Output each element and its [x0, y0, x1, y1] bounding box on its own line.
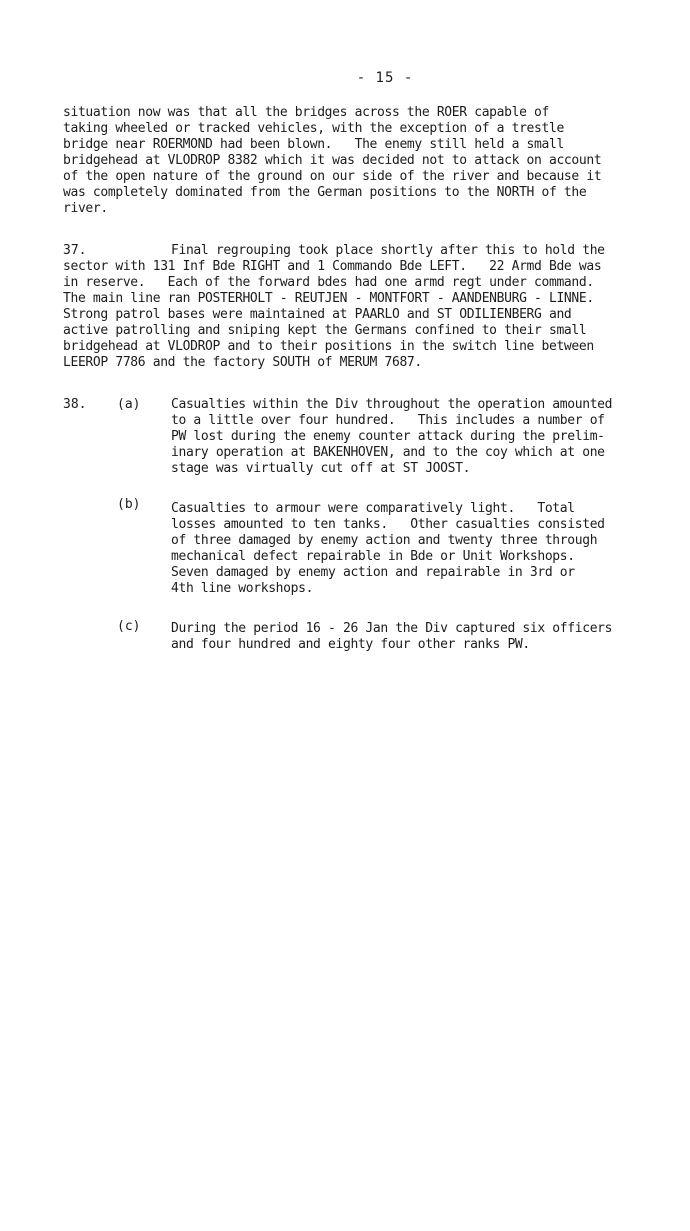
- text-line: active patrolling and sniping kept the Germans confined to their small: [63, 323, 587, 338]
- text-line: to a little over four hundred. This includes a number of: [171, 413, 605, 428]
- text-line: losses amounted to ten tanks. Other casualties consisted: [171, 517, 605, 532]
- text-line: Casualties within the Div throughout the operation amounted: [171, 397, 613, 412]
- text-line: taking wheeled or tracked vehicles, with the exception of a trestle: [63, 121, 564, 136]
- text-line: and four hundred and eighty four other ranks PW.: [171, 637, 530, 652]
- paragraph-number: 37.: [63, 243, 87, 258]
- text-line: in reserve. Each of the forward bdes had one armd regt under command.: [63, 275, 594, 290]
- text-line: Casualties to armour were comparatively light. Total: [171, 501, 575, 516]
- text-line: was completely dominated from the German positions to the NORTH of the: [63, 185, 587, 200]
- text-line: Seven damaged by enemy action and repairable in 3rd or: [171, 565, 575, 580]
- sub-item-label: (b): [117, 497, 141, 512]
- paragraph-number: 38.: [63, 397, 87, 412]
- page-number: - 15 -: [356, 70, 414, 86]
- text-line: 4th line workshops.: [171, 581, 314, 596]
- text-line: bridgehead at VLODROP 8382 which it was decided not to attack on account: [63, 153, 602, 168]
- text-line: bridge near ROERMOND had been blown. The enemy still held a small: [63, 137, 564, 152]
- text-line: situation now was that all the bridges across the ROER capable of: [63, 105, 549, 120]
- text-line: PW lost during the enemy counter attack during the prelim-: [171, 429, 605, 444]
- text-line: stage was virtually cut off at ST JOOST.: [171, 461, 471, 476]
- text-line: river.: [63, 201, 108, 216]
- text-line: LEEROP 7786 and the factory SOUTH of MERUM 7687.: [63, 355, 422, 370]
- text-line: mechanical defect repairable in Bde or Unit Workshops.: [171, 549, 575, 564]
- text-line: Final regrouping took place shortly after this to hold the: [171, 243, 605, 258]
- text-line: sector with 131 Inf Bde RIGHT and 1 Commando Bde LEFT. 22 Armd Bde was: [63, 259, 602, 274]
- text-line: During the period 16 - 26 Jan the Div captured six officers: [171, 621, 613, 636]
- text-line: inary operation at BAKENHOVEN, and to the coy which at one: [171, 445, 605, 460]
- text-line: of the open nature of the ground on our side of the river and because it: [63, 169, 602, 184]
- sub-item-label: (a): [117, 397, 141, 412]
- text-line: The main line ran POSTERHOLT - REUTJEN - MONTFORT - AANDENBURG - LINNE.: [63, 291, 594, 306]
- text-line: bridgehead at VLODROP and to their positions in the switch line between: [63, 339, 594, 354]
- sub-item-label: (c): [117, 619, 141, 634]
- text-line: Strong patrol bases were maintained at PAARLO and ST ODILIENBERG and: [63, 307, 572, 322]
- text-line: of three damaged by enemy action and twenty three through: [171, 533, 598, 548]
